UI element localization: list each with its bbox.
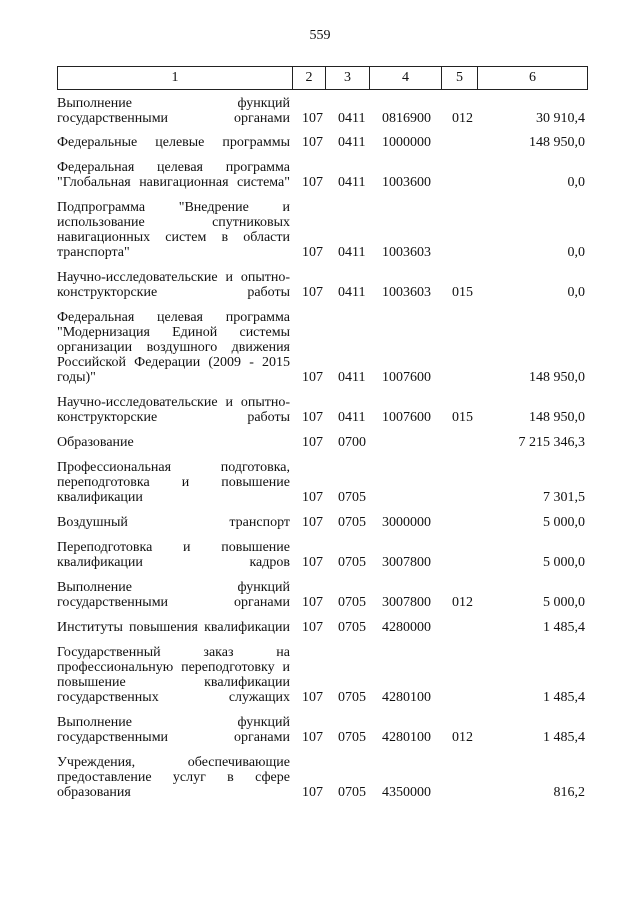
row-name: [57, 435, 290, 450]
row-c4: 1007600: [382, 370, 431, 385]
row-c6: 816,2: [553, 785, 585, 800]
row-name: [57, 645, 290, 705]
row-c4: 1000000: [382, 135, 431, 150]
row-name: [57, 270, 290, 300]
row-name-line: предоставление услуг в сфере: [57, 770, 290, 785]
row-c4: 3000000: [382, 515, 431, 530]
row-c4: 4280000: [382, 620, 431, 635]
row-c4: 3007800: [382, 595, 431, 610]
row-name-line: годы)": [57, 370, 96, 385]
row-name-line: квалификации: [57, 490, 143, 505]
row-c4: 3007800: [382, 555, 431, 570]
row-c6: 5 000,0: [543, 555, 585, 570]
row-name-line: государственных служащих: [57, 690, 290, 705]
row-c6: 148 950,0: [529, 410, 585, 425]
row-c3: 0411: [338, 410, 366, 425]
table-row: [57, 755, 587, 800]
row-name: [57, 580, 290, 610]
row-name: [57, 135, 290, 150]
row-name-line: профессиональную переподготовку и: [57, 660, 290, 675]
header-col-6: 6: [478, 67, 588, 90]
row-name: [57, 395, 290, 425]
row-name: [57, 540, 290, 570]
row-name-line: Федеральные целевые программы: [57, 135, 290, 150]
row-c6: 5 000,0: [543, 595, 585, 610]
row-c2: 107: [302, 785, 323, 800]
row-c4: 1003600: [382, 175, 431, 190]
page-number: 559: [309, 28, 331, 43]
row-name-line: Выполнение функций: [57, 96, 290, 111]
row-c3: 0705: [338, 690, 366, 705]
row-c6: 1 485,4: [543, 690, 585, 705]
row-name-line: государственными органами: [57, 595, 290, 610]
row-name-line: организации воздушного движения: [57, 340, 290, 355]
row-name-line: Подпрограмма "Внедрение и: [57, 200, 290, 215]
row-name-line: Федеральная целевая программа: [57, 160, 290, 175]
row-c2: 107: [302, 555, 323, 570]
row-c6: 30 910,4: [536, 111, 585, 126]
row-c3: 0705: [338, 490, 366, 505]
row-name-line: Российской Федерации (2009 - 2015: [57, 355, 290, 370]
row-c4: 1003603: [382, 285, 431, 300]
table-row: [57, 96, 587, 126]
table-row: [57, 460, 587, 505]
row-c2: 107: [302, 490, 323, 505]
row-name-line: образования: [57, 785, 131, 800]
table-row: [57, 715, 587, 745]
row-c3: 0705: [338, 515, 366, 530]
row-c6: 148 950,0: [529, 370, 585, 385]
row-c3: 0411: [338, 245, 366, 260]
row-c3: 0705: [338, 555, 366, 570]
row-name: [57, 715, 290, 745]
row-name-line: конструкторские работы: [57, 285, 290, 300]
row-name: [57, 310, 290, 385]
table-row: [57, 160, 587, 190]
row-c2: 107: [302, 135, 323, 150]
row-c2: 107: [302, 111, 323, 126]
row-name: [57, 620, 290, 635]
row-c5: 015: [452, 285, 473, 300]
row-name-line: государственными органами: [57, 111, 290, 126]
row-name-line: переподготовка и повышение: [57, 475, 290, 490]
row-name-line: Федеральная целевая программа: [57, 310, 290, 325]
table-header: [57, 66, 588, 90]
row-c6: 0,0: [567, 245, 585, 260]
row-c5: 012: [452, 111, 473, 126]
row-name: [57, 515, 290, 530]
row-name-line: Переподготовка и повышение: [57, 540, 290, 555]
row-name: [57, 96, 290, 126]
row-c3: 0411: [338, 175, 366, 190]
row-name-line: "Модернизация Единой системы: [57, 325, 290, 340]
row-name: [57, 160, 290, 190]
row-c3: 0700: [338, 435, 366, 450]
row-c2: 107: [302, 285, 323, 300]
row-c3: 0705: [338, 785, 366, 800]
row-c6: 148 950,0: [529, 135, 585, 150]
row-name-line: Профессиональная подготовка,: [57, 460, 290, 475]
row-name-line: квалификации кадров: [57, 555, 290, 570]
row-c2: 107: [302, 690, 323, 705]
row-name-line: Государственный заказ на: [57, 645, 290, 660]
row-c4: 4280100: [382, 730, 431, 745]
table-row: [57, 310, 587, 385]
row-c4: 0816900: [382, 111, 431, 126]
row-c2: 107: [302, 175, 323, 190]
row-c6: 0,0: [567, 285, 585, 300]
row-c2: 107: [302, 515, 323, 530]
table-row: [57, 645, 587, 705]
header-col-4: 4: [370, 67, 442, 90]
header-col-1: 1: [58, 67, 293, 90]
row-c3: 0705: [338, 730, 366, 745]
header-col-2: 2: [293, 67, 326, 90]
row-c4: 4280100: [382, 690, 431, 705]
row-c4: 1003603: [382, 245, 431, 260]
row-name-line: государственными органами: [57, 730, 290, 745]
row-c2: 107: [302, 410, 323, 425]
row-c2: 107: [302, 370, 323, 385]
row-c3: 0705: [338, 595, 366, 610]
row-c5: 012: [452, 730, 473, 745]
table-row: [57, 395, 587, 425]
row-name-line: Научно-исследовательские и опытно-: [57, 395, 290, 410]
row-c6: 0,0: [567, 175, 585, 190]
row-name-line: Институты повышения квалификации: [57, 620, 290, 635]
row-c6: 5 000,0: [543, 515, 585, 530]
row-name-line: транспорта": [57, 245, 130, 260]
row-c6: 1 485,4: [543, 730, 585, 745]
header-col-5: 5: [442, 67, 478, 90]
table-row: [57, 620, 587, 635]
row-name: [57, 200, 290, 260]
row-name-line: Образование: [57, 435, 134, 450]
row-c3: 0411: [338, 135, 366, 150]
header-col-3: 3: [326, 67, 370, 90]
row-c3: 0411: [338, 285, 366, 300]
row-c3: 0411: [338, 370, 366, 385]
table-row: [57, 515, 587, 530]
table-row: [57, 270, 587, 300]
row-c5: 015: [452, 410, 473, 425]
row-name-line: навигационных систем в области: [57, 230, 290, 245]
row-c3: 0705: [338, 620, 366, 635]
row-name: [57, 755, 290, 800]
row-name-line: Научно-исследовательские и опытно-: [57, 270, 290, 285]
table-row: [57, 540, 587, 570]
table-row: [57, 435, 587, 450]
row-c2: 107: [302, 435, 323, 450]
row-c3: 0411: [338, 111, 366, 126]
row-c2: 107: [302, 730, 323, 745]
row-name-line: Выполнение функций: [57, 715, 290, 730]
row-name-line: использование спутниковых: [57, 215, 290, 230]
row-name-line: Учреждения, обеспечивающие: [57, 755, 290, 770]
table-row: [57, 135, 587, 150]
table-row: [57, 580, 587, 610]
row-c2: 107: [302, 595, 323, 610]
row-c4: 4350000: [382, 785, 431, 800]
row-c6: 7 215 346,3: [518, 435, 585, 450]
table-row: [57, 200, 587, 260]
row-c5: 012: [452, 595, 473, 610]
row-name-line: Выполнение функций: [57, 580, 290, 595]
row-name-line: повышение квалификации: [57, 675, 290, 690]
row-c2: 107: [302, 245, 323, 260]
table-body: [57, 96, 587, 800]
row-name: [57, 460, 290, 505]
row-c4: 1007600: [382, 410, 431, 425]
row-c6: 1 485,4: [543, 620, 585, 635]
row-name-line: конструкторские работы: [57, 410, 290, 425]
row-name-line: "Глобальная навигационная система": [57, 175, 290, 190]
row-name-line: Воздушный транспорт: [57, 515, 290, 530]
row-c6: 7 301,5: [543, 490, 585, 505]
row-c2: 107: [302, 620, 323, 635]
